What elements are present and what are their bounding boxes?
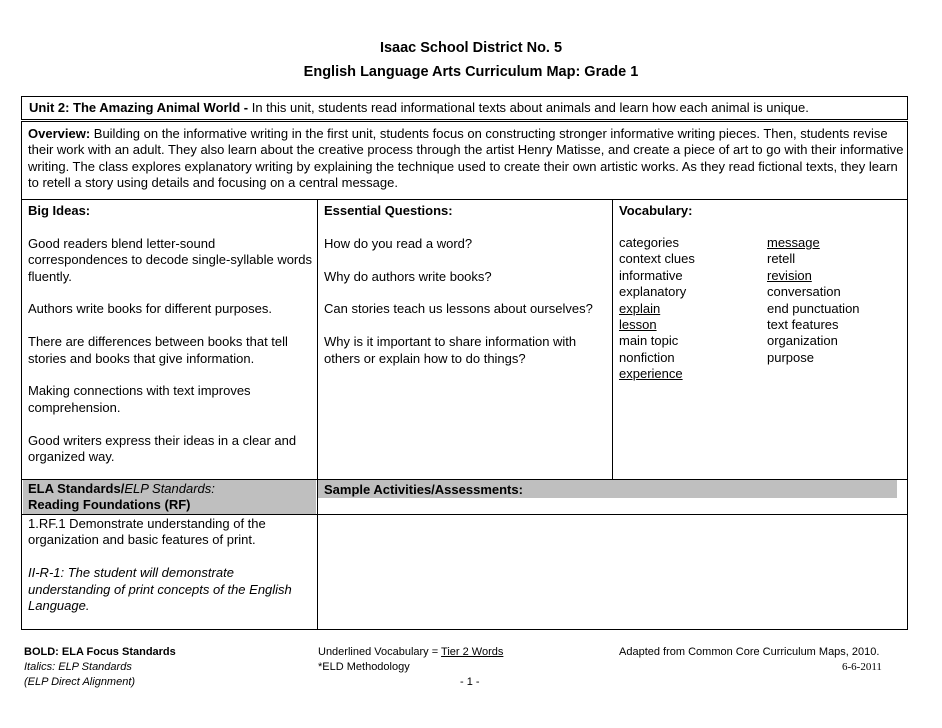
big-idea-item: There are differences between books that tell stories and books that give information. — [28, 334, 288, 366]
overview-section — [28, 126, 906, 192]
vocab-word: explanatory — [619, 284, 687, 300]
big-ideas-column — [28, 203, 313, 465]
activities-heading: Sample Activities/Assessments: — [324, 482, 523, 497]
footer-underlined-key — [318, 645, 503, 659]
vocab-word: context clues — [619, 251, 695, 267]
vocab-word-tier2: lesson — [619, 317, 657, 333]
essential-questions-heading: Essential Questions: — [324, 203, 453, 218]
vocab-word: nonfiction — [619, 349, 675, 365]
underlined-term: Tier 2 Words — [441, 646, 504, 658]
district-title: Isaac School District No. 5 — [379, 40, 563, 56]
vocab-word: purpose — [767, 349, 814, 365]
big-idea-item: Good readers blend letter-sound correspondences to decode single-syllable words fluently. — [28, 235, 312, 284]
vocab-word-tier2: revision — [767, 267, 812, 283]
vocab-word: main topic — [619, 333, 679, 349]
unit-line — [29, 100, 809, 116]
vocab-word: end punctuation — [767, 300, 860, 316]
column-divider — [317, 199, 318, 486]
vocab-word: organization — [767, 333, 838, 349]
overview-text: Building on the informative writing in the first unit, students focus on constructing stronger informative writing pieces. Then, students revise their work with an adult. They also learn about the creative process through the artist Henry Matisse, and create a piece of art to go with their informative writing. The class explores explanatory writing by explaining the technique used to create their own artistic works. As they read fictional texts, they learn to retell a story using details and focusing on a central message. — [28, 126, 904, 191]
footer-elp-direct: (ELP Direct Alignment) — [24, 676, 136, 688]
standards-body — [28, 516, 314, 614]
standards-column — [28, 481, 314, 514]
column-divider — [612, 199, 613, 486]
vocab-word: conversation — [767, 284, 841, 300]
footer-bold-key: BOLD: ELA Focus Standards — [24, 646, 176, 658]
standards-heading — [28, 481, 314, 497]
unit-banner — [21, 96, 908, 120]
curriculum-table — [21, 121, 908, 630]
essential-question-item: How do you read a word? — [324, 235, 473, 251]
column-divider — [317, 479, 318, 629]
unit-description: In this unit, students read informational texts about animals and learn how each animal is unique. — [251, 100, 809, 115]
unit-label: Unit 2: The Amazing Animal World - — [29, 100, 252, 115]
vocab-word: categories — [619, 235, 679, 250]
big-idea-item: Making connections with text improves comprehension. — [28, 383, 251, 415]
divider — [22, 199, 907, 200]
big-idea-item: Good writers express their ideas in a clear and organized way. — [28, 432, 297, 465]
standard-elp: II-R-1: The student will demonstrate understanding of print concepts of the English Language. — [28, 565, 292, 614]
footer-italics-key: Italics: ELP Standards — [24, 661, 132, 673]
vocab-word-tier2: explain — [619, 300, 661, 316]
vocabulary-heading: Vocabulary: — [619, 203, 693, 218]
elp-standards-label: ELP Standards: — [124, 481, 215, 496]
divider — [22, 514, 907, 515]
underlined-prefix: Underlined Vocabulary = — [318, 646, 442, 658]
vocabulary-list-1 — [619, 235, 764, 383]
essential-question-item: Why do authors write books? — [324, 268, 492, 284]
big-idea-item: Authors write books for different purposes. — [28, 301, 272, 317]
footer-eld: *ELD Methodology — [318, 661, 410, 673]
strand-heading: Reading Foundations (RF) — [28, 497, 191, 513]
page-number: - 1 - — [460, 676, 480, 688]
essential-questions-column — [324, 203, 608, 367]
vocab-word: informative — [619, 267, 683, 283]
standard-rf1: 1.RF.1 Demonstrate understanding of the organization and basic features of print. — [28, 516, 266, 548]
vocabulary-column — [619, 203, 905, 236]
vocab-word: text features — [767, 317, 839, 333]
vocabulary-list-2 — [767, 235, 905, 366]
overview-label: Overview: — [28, 126, 91, 141]
footer-date: 6-6-2011 — [842, 661, 882, 673]
vocab-word: retell — [767, 251, 796, 267]
essential-question-item: Why is it important to share information with others or explain how to do things? — [324, 334, 577, 366]
ela-standards-label: ELA Standards/ — [28, 481, 125, 496]
footer-adapted: Adapted from Common Core Curriculum Maps, 2010. — [619, 646, 880, 658]
big-ideas-heading: Big Ideas: — [28, 203, 91, 218]
curriculum-map-title: English Language Arts Curriculum Map: Grade 1 — [303, 64, 639, 80]
vocab-word-tier2: message — [767, 235, 820, 250]
vocab-word-tier2: experience — [619, 366, 683, 382]
essential-question-item: Can stories teach us lessons about ourselves? — [324, 301, 593, 317]
